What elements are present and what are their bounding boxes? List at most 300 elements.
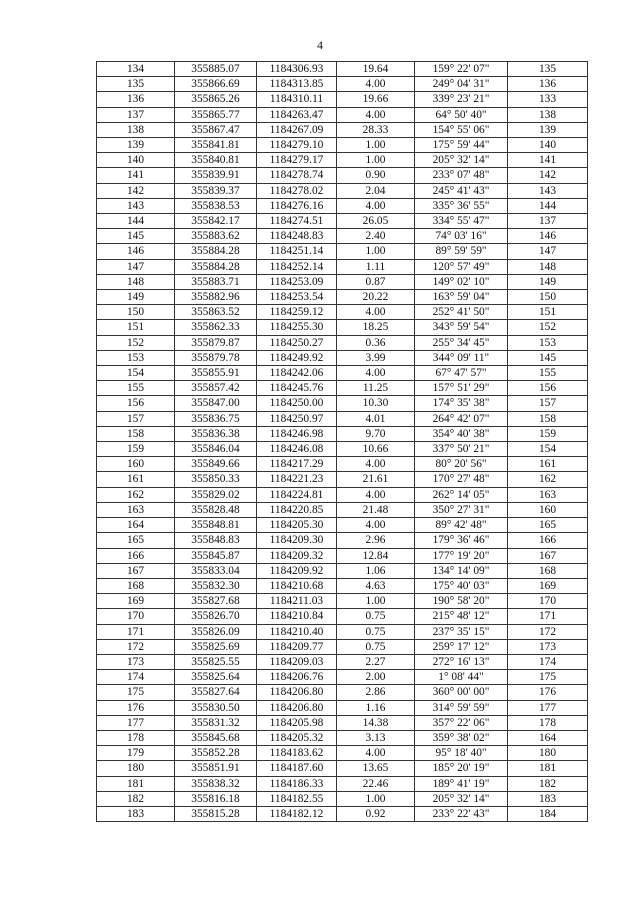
table-row <box>97 138 588 153</box>
next-point-cell: 147 <box>508 244 588 259</box>
point-number-cell: 135 <box>97 77 175 92</box>
x-coordinate-cell: 355842.17 <box>175 214 257 229</box>
x-coordinate-cell: 355825.69 <box>175 639 257 654</box>
bearing-cell: 159° 22' 07" <box>415 62 508 77</box>
x-coordinate-cell: 355826.70 <box>175 609 257 624</box>
point-number-cell: 169 <box>97 594 175 609</box>
table-row <box>97 457 588 472</box>
y-coordinate-cell: 1184210.84 <box>257 609 337 624</box>
y-coordinate-cell: 1184255.30 <box>257 320 337 335</box>
x-coordinate-cell: 355839.91 <box>175 168 257 183</box>
table-row <box>97 366 588 381</box>
point-number-cell: 140 <box>97 153 175 168</box>
x-coordinate-cell: 355885.07 <box>175 62 257 77</box>
point-number-cell: 152 <box>97 335 175 350</box>
bearing-cell: 233° 07' 48" <box>415 168 508 183</box>
point-number-cell: 174 <box>97 670 175 685</box>
point-number-cell: 136 <box>97 92 175 107</box>
next-point-cell: 161 <box>508 457 588 472</box>
next-point-cell: 158 <box>508 411 588 426</box>
y-coordinate-cell: 1184310.11 <box>257 92 337 107</box>
bearing-cell: 350° 27' 31" <box>415 502 508 517</box>
y-coordinate-cell: 1184250.00 <box>257 396 337 411</box>
bearing-cell: 134° 14' 09" <box>415 563 508 578</box>
bearing-cell: 233° 22' 43" <box>415 806 508 821</box>
distance-cell: 2.86 <box>337 685 415 700</box>
x-coordinate-cell: 355884.28 <box>175 259 257 274</box>
y-coordinate-cell: 1184186.33 <box>257 776 337 791</box>
point-number-cell: 158 <box>97 426 175 441</box>
next-point-cell: 139 <box>508 122 588 137</box>
table-row <box>97 274 588 289</box>
table-row <box>97 350 588 365</box>
point-number-cell: 159 <box>97 442 175 457</box>
bearing-cell: 170° 27' 48" <box>415 472 508 487</box>
table-row <box>97 472 588 487</box>
distance-cell: 4.00 <box>337 107 415 122</box>
bearing-cell: 177° 19' 20" <box>415 548 508 563</box>
next-point-cell: 162 <box>508 472 588 487</box>
table-row <box>97 62 588 77</box>
distance-cell: 4.63 <box>337 578 415 593</box>
distance-cell: 0.75 <box>337 639 415 654</box>
point-number-cell: 144 <box>97 214 175 229</box>
x-coordinate-cell: 355827.68 <box>175 594 257 609</box>
y-coordinate-cell: 1184251.14 <box>257 244 337 259</box>
bearing-cell: 335° 36' 55" <box>415 198 508 213</box>
y-coordinate-cell: 1184250.97 <box>257 411 337 426</box>
bearing-cell: 314° 59' 59" <box>415 700 508 715</box>
distance-cell: 9.70 <box>337 426 415 441</box>
point-number-cell: 167 <box>97 563 175 578</box>
next-point-cell: 170 <box>508 594 588 609</box>
next-point-cell: 175 <box>508 670 588 685</box>
distance-cell: 2.04 <box>337 183 415 198</box>
x-coordinate-cell: 355825.55 <box>175 654 257 669</box>
point-number-cell: 141 <box>97 168 175 183</box>
next-point-cell: 142 <box>508 168 588 183</box>
point-number-cell: 139 <box>97 138 175 153</box>
point-number-cell: 179 <box>97 746 175 761</box>
next-point-cell: 157 <box>508 396 588 411</box>
x-coordinate-cell: 355848.83 <box>175 533 257 548</box>
distance-cell: 1.11 <box>337 259 415 274</box>
table-row <box>97 791 588 806</box>
y-coordinate-cell: 1184182.12 <box>257 806 337 821</box>
table-row <box>97 92 588 107</box>
point-number-cell: 165 <box>97 533 175 548</box>
coordinates-table <box>96 61 588 822</box>
distance-cell: 20.22 <box>337 290 415 305</box>
distance-cell: 3.13 <box>337 730 415 745</box>
bearing-cell: 343° 59' 54" <box>415 320 508 335</box>
y-coordinate-cell: 1184187.60 <box>257 761 337 776</box>
table-row <box>97 442 588 457</box>
bearing-cell: 120° 57' 49" <box>415 259 508 274</box>
x-coordinate-cell: 355827.64 <box>175 685 257 700</box>
point-number-cell: 134 <box>97 62 175 77</box>
bearing-cell: 67° 47' 57" <box>415 366 508 381</box>
y-coordinate-cell: 1184210.40 <box>257 624 337 639</box>
y-coordinate-cell: 1184253.09 <box>257 274 337 289</box>
next-point-cell: 173 <box>508 639 588 654</box>
y-coordinate-cell: 1184278.02 <box>257 183 337 198</box>
distance-cell: 4.00 <box>337 457 415 472</box>
x-coordinate-cell: 355862.33 <box>175 320 257 335</box>
distance-cell: 1.00 <box>337 244 415 259</box>
next-point-cell: 153 <box>508 335 588 350</box>
point-number-cell: 177 <box>97 715 175 730</box>
table-row <box>97 290 588 305</box>
y-coordinate-cell: 1184206.80 <box>257 685 337 700</box>
x-coordinate-cell: 355828.48 <box>175 502 257 517</box>
point-number-cell: 148 <box>97 274 175 289</box>
next-point-cell: 183 <box>508 791 588 806</box>
bearing-cell: 344° 09' 11" <box>415 350 508 365</box>
x-coordinate-cell: 355841.81 <box>175 138 257 153</box>
point-number-cell: 145 <box>97 229 175 244</box>
bearing-cell: 80° 20' 56" <box>415 457 508 472</box>
table-row <box>97 381 588 396</box>
table-row <box>97 183 588 198</box>
y-coordinate-cell: 1184249.92 <box>257 350 337 365</box>
point-number-cell: 172 <box>97 639 175 654</box>
table-row <box>97 153 588 168</box>
next-point-cell: 177 <box>508 700 588 715</box>
y-coordinate-cell: 1184279.17 <box>257 153 337 168</box>
bearing-cell: 205° 32' 14" <box>415 791 508 806</box>
table-row <box>97 487 588 502</box>
point-number-cell: 154 <box>97 366 175 381</box>
y-coordinate-cell: 1184248.83 <box>257 229 337 244</box>
point-number-cell: 176 <box>97 700 175 715</box>
bearing-cell: 205° 32' 14" <box>415 153 508 168</box>
point-number-cell: 143 <box>97 198 175 213</box>
table-row <box>97 578 588 593</box>
point-number-cell: 178 <box>97 730 175 745</box>
point-number-cell: 153 <box>97 350 175 365</box>
next-point-cell: 143 <box>508 183 588 198</box>
distance-cell: 11.25 <box>337 381 415 396</box>
next-point-cell: 180 <box>508 746 588 761</box>
point-number-cell: 149 <box>97 290 175 305</box>
distance-cell: 13.65 <box>337 761 415 776</box>
y-coordinate-cell: 1184210.68 <box>257 578 337 593</box>
bearing-cell: 157° 51' 29" <box>415 381 508 396</box>
table-row <box>97 198 588 213</box>
bearing-cell: 185° 20' 19" <box>415 761 508 776</box>
bearing-cell: 252° 41' 50" <box>415 305 508 320</box>
next-point-cell: 159 <box>508 426 588 441</box>
x-coordinate-cell: 355836.38 <box>175 426 257 441</box>
x-coordinate-cell: 355838.32 <box>175 776 257 791</box>
bearing-cell: 264° 42' 07" <box>415 411 508 426</box>
y-coordinate-cell: 1184313.85 <box>257 77 337 92</box>
next-point-cell: 141 <box>508 153 588 168</box>
y-coordinate-cell: 1184279.10 <box>257 138 337 153</box>
distance-cell: 14.38 <box>337 715 415 730</box>
y-coordinate-cell: 1184276.16 <box>257 198 337 213</box>
bearing-cell: 174° 35' 38" <box>415 396 508 411</box>
table-row <box>97 335 588 350</box>
y-coordinate-cell: 1184263.47 <box>257 107 337 122</box>
x-coordinate-cell: 355883.71 <box>175 274 257 289</box>
point-number-cell: 155 <box>97 381 175 396</box>
x-coordinate-cell: 355830.50 <box>175 700 257 715</box>
table-row <box>97 715 588 730</box>
bearing-cell: 255° 34' 45" <box>415 335 508 350</box>
distance-cell: 21.61 <box>337 472 415 487</box>
distance-cell: 4.00 <box>337 198 415 213</box>
y-coordinate-cell: 1184306.93 <box>257 62 337 77</box>
table-row <box>97 639 588 654</box>
bearing-cell: 89° 59' 59" <box>415 244 508 259</box>
point-number-cell: 180 <box>97 761 175 776</box>
y-coordinate-cell: 1184242.06 <box>257 366 337 381</box>
point-number-cell: 160 <box>97 457 175 472</box>
y-coordinate-cell: 1184205.30 <box>257 518 337 533</box>
point-number-cell: 163 <box>97 502 175 517</box>
point-number-cell: 150 <box>97 305 175 320</box>
distance-cell: 19.66 <box>337 92 415 107</box>
point-number-cell: 168 <box>97 578 175 593</box>
x-coordinate-cell: 355857.42 <box>175 381 257 396</box>
x-coordinate-cell: 355867.47 <box>175 122 257 137</box>
next-point-cell: 182 <box>508 776 588 791</box>
point-number-cell: 182 <box>97 791 175 806</box>
distance-cell: 1.00 <box>337 153 415 168</box>
distance-cell: 4.01 <box>337 411 415 426</box>
bearing-cell: 249° 04' 31" <box>415 77 508 92</box>
bearing-cell: 1° 08' 44" <box>415 670 508 685</box>
bearing-cell: 215° 48' 12" <box>415 609 508 624</box>
bearing-cell: 95° 18' 40" <box>415 746 508 761</box>
bearing-cell: 360° 00' 00" <box>415 685 508 700</box>
y-coordinate-cell: 1184209.30 <box>257 533 337 548</box>
x-coordinate-cell: 355829.02 <box>175 487 257 502</box>
x-coordinate-cell: 355848.81 <box>175 518 257 533</box>
page-number: 4 <box>317 38 323 52</box>
point-number-cell: 175 <box>97 685 175 700</box>
next-point-cell: 136 <box>508 77 588 92</box>
next-point-cell: 166 <box>508 533 588 548</box>
x-coordinate-cell: 355882.96 <box>175 290 257 305</box>
y-coordinate-cell: 1184217.29 <box>257 457 337 472</box>
distance-cell: 22.46 <box>337 776 415 791</box>
next-point-cell: 155 <box>508 366 588 381</box>
next-point-cell: 176 <box>508 685 588 700</box>
bearing-cell: 189° 41' 19" <box>415 776 508 791</box>
distance-cell: 10.30 <box>337 396 415 411</box>
x-coordinate-cell: 355816.18 <box>175 791 257 806</box>
next-point-cell: 149 <box>508 274 588 289</box>
bearing-cell: 359° 38' 02" <box>415 730 508 745</box>
x-coordinate-cell: 355840.81 <box>175 153 257 168</box>
y-coordinate-cell: 1184209.03 <box>257 654 337 669</box>
distance-cell: 2.00 <box>337 670 415 685</box>
next-point-cell: 174 <box>508 654 588 669</box>
bearing-cell: 89° 42' 48" <box>415 518 508 533</box>
table-row <box>97 122 588 137</box>
table-row <box>97 670 588 685</box>
table-row <box>97 77 588 92</box>
x-coordinate-cell: 355846.04 <box>175 442 257 457</box>
x-coordinate-cell: 355865.26 <box>175 92 257 107</box>
y-coordinate-cell: 1184221.23 <box>257 472 337 487</box>
bearing-cell: 64° 50' 40" <box>415 107 508 122</box>
y-coordinate-cell: 1184183.62 <box>257 746 337 761</box>
bearing-cell: 154° 55' 06" <box>415 122 508 137</box>
next-point-cell: 163 <box>508 487 588 502</box>
table-row <box>97 426 588 441</box>
table-row <box>97 305 588 320</box>
next-point-cell: 160 <box>508 502 588 517</box>
next-point-cell: 181 <box>508 761 588 776</box>
next-point-cell: 164 <box>508 730 588 745</box>
y-coordinate-cell: 1184274.51 <box>257 214 337 229</box>
table-row <box>97 320 588 335</box>
bearing-cell: 259° 17' 12" <box>415 639 508 654</box>
bearing-cell: 175° 40' 03" <box>415 578 508 593</box>
point-number-cell: 137 <box>97 107 175 122</box>
distance-cell: 10.66 <box>337 442 415 457</box>
distance-cell: 2.27 <box>337 654 415 669</box>
point-number-cell: 138 <box>97 122 175 137</box>
x-coordinate-cell: 355832.30 <box>175 578 257 593</box>
table-row <box>97 229 588 244</box>
table-row <box>97 411 588 426</box>
distance-cell: 18.25 <box>337 320 415 335</box>
bearing-cell: 245° 41' 43" <box>415 183 508 198</box>
next-point-cell: 156 <box>508 381 588 396</box>
table-row <box>97 168 588 183</box>
x-coordinate-cell: 355851.91 <box>175 761 257 776</box>
distance-cell: 1.16 <box>337 700 415 715</box>
point-number-cell: 142 <box>97 183 175 198</box>
next-point-cell: 144 <box>508 198 588 213</box>
bearing-cell: 237° 35' 15" <box>415 624 508 639</box>
y-coordinate-cell: 1184250.27 <box>257 335 337 350</box>
distance-cell: 4.00 <box>337 366 415 381</box>
x-coordinate-cell: 355836.75 <box>175 411 257 426</box>
table-row <box>97 518 588 533</box>
distance-cell: 26.05 <box>337 214 415 229</box>
distance-cell: 28.33 <box>337 122 415 137</box>
table-row <box>97 609 588 624</box>
next-point-cell: 167 <box>508 548 588 563</box>
table-row <box>97 746 588 761</box>
table-row <box>97 214 588 229</box>
bearing-cell: 163° 59' 04" <box>415 290 508 305</box>
x-coordinate-cell: 355865.77 <box>175 107 257 122</box>
x-coordinate-cell: 355839.37 <box>175 183 257 198</box>
y-coordinate-cell: 1184206.80 <box>257 700 337 715</box>
bearing-cell: 179° 36' 46" <box>415 533 508 548</box>
x-coordinate-cell: 355850.33 <box>175 472 257 487</box>
y-coordinate-cell: 1184205.98 <box>257 715 337 730</box>
bearing-cell: 339° 23' 21" <box>415 92 508 107</box>
x-coordinate-cell: 355883.62 <box>175 229 257 244</box>
bearing-cell: 190° 58' 20" <box>415 594 508 609</box>
next-point-cell: 184 <box>508 806 588 821</box>
y-coordinate-cell: 1184253.54 <box>257 290 337 305</box>
point-number-cell: 181 <box>97 776 175 791</box>
table-row <box>97 259 588 274</box>
point-number-cell: 151 <box>97 320 175 335</box>
next-point-cell: 172 <box>508 624 588 639</box>
point-number-cell: 166 <box>97 548 175 563</box>
y-coordinate-cell: 1184209.32 <box>257 548 337 563</box>
table-row <box>97 654 588 669</box>
x-coordinate-cell: 355852.28 <box>175 746 257 761</box>
bearing-cell: 337° 50' 21" <box>415 442 508 457</box>
x-coordinate-cell: 355838.53 <box>175 198 257 213</box>
y-coordinate-cell: 1184245.76 <box>257 381 337 396</box>
next-point-cell: 137 <box>508 214 588 229</box>
point-number-cell: 171 <box>97 624 175 639</box>
point-number-cell: 157 <box>97 411 175 426</box>
next-point-cell: 148 <box>508 259 588 274</box>
bearing-cell: 262° 14' 05" <box>415 487 508 502</box>
next-point-cell: 150 <box>508 290 588 305</box>
next-point-cell: 151 <box>508 305 588 320</box>
next-point-cell: 178 <box>508 715 588 730</box>
table-row <box>97 396 588 411</box>
table-row <box>97 806 588 821</box>
next-point-cell: 154 <box>508 442 588 457</box>
table-row <box>97 548 588 563</box>
table-row <box>97 761 588 776</box>
table-row <box>97 624 588 639</box>
y-coordinate-cell: 1184206.76 <box>257 670 337 685</box>
next-point-cell: 168 <box>508 563 588 578</box>
x-coordinate-cell: 355831.32 <box>175 715 257 730</box>
x-coordinate-cell: 355833.04 <box>175 563 257 578</box>
x-coordinate-cell: 355866.69 <box>175 77 257 92</box>
table-row <box>97 563 588 578</box>
x-coordinate-cell: 355845.68 <box>175 730 257 745</box>
distance-cell: 4.00 <box>337 518 415 533</box>
x-coordinate-cell: 355884.28 <box>175 244 257 259</box>
distance-cell: 4.00 <box>337 746 415 761</box>
x-coordinate-cell: 355863.52 <box>175 305 257 320</box>
table-row <box>97 502 588 517</box>
point-number-cell: 162 <box>97 487 175 502</box>
table-row <box>97 700 588 715</box>
table-row <box>97 594 588 609</box>
table-row <box>97 533 588 548</box>
bearing-cell: 149° 02' 10" <box>415 274 508 289</box>
x-coordinate-cell: 355879.87 <box>175 335 257 350</box>
x-coordinate-cell: 355825.64 <box>175 670 257 685</box>
distance-cell: 0.75 <box>337 609 415 624</box>
y-coordinate-cell: 1184252.14 <box>257 259 337 274</box>
point-number-cell: 161 <box>97 472 175 487</box>
distance-cell: 0.92 <box>337 806 415 821</box>
distance-cell: 0.36 <box>337 335 415 350</box>
distance-cell: 19.64 <box>337 62 415 77</box>
bearing-cell: 272° 16' 13" <box>415 654 508 669</box>
next-point-cell: 171 <box>508 609 588 624</box>
y-coordinate-cell: 1184246.98 <box>257 426 337 441</box>
distance-cell: 4.00 <box>337 305 415 320</box>
table-row <box>97 107 588 122</box>
y-coordinate-cell: 1184267.09 <box>257 122 337 137</box>
x-coordinate-cell: 355855.91 <box>175 366 257 381</box>
distance-cell: 1.00 <box>337 138 415 153</box>
distance-cell: 1.00 <box>337 594 415 609</box>
table-row <box>97 730 588 745</box>
